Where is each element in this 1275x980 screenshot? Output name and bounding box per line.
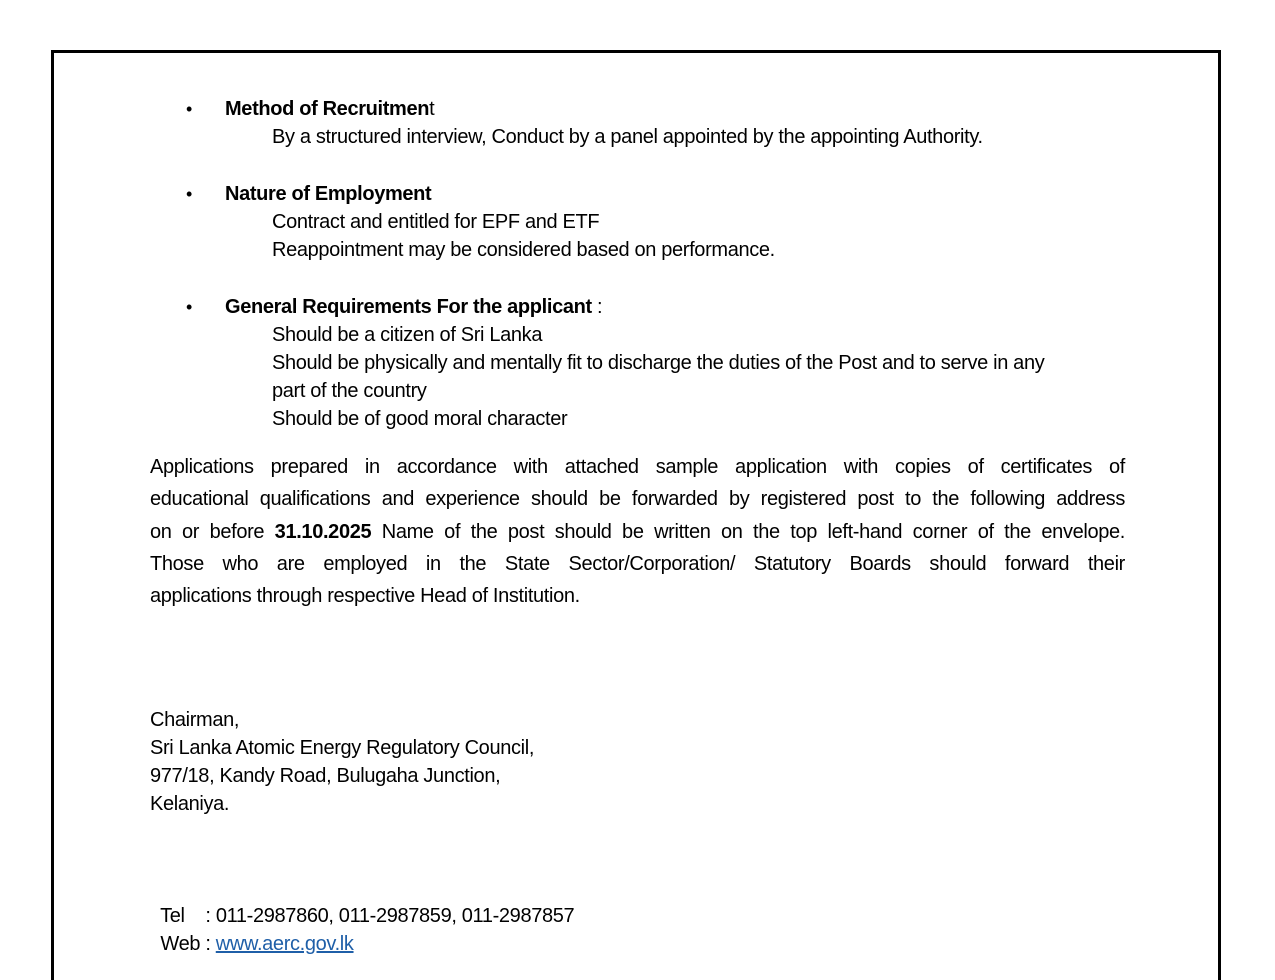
requirement-line: Should be of good moral character (272, 408, 568, 430)
bullet-icon: • (186, 99, 193, 119)
tel-label: Tel : (160, 905, 216, 927)
web-label: Web : (160, 933, 216, 955)
deadline-date: 31.10.2025 (274, 520, 372, 543)
section-heading-nature-of-employment (225, 180, 431, 208)
paragraph-line: Applications prepared in accordance with attached sample application with copies of certificates of (150, 456, 1125, 478)
heading-tail-text: t (429, 98, 435, 120)
requirement-line: Should be physically and mentally fit to discharge the duties of the Post and to serve in any (272, 352, 1045, 374)
heading-bold-text: Method of Recruitmen (225, 98, 430, 120)
address-street: 977/18, Kandy Road, Bulugaha Junction, (150, 765, 501, 787)
bullet-icon: • (186, 184, 193, 204)
address-city: Kelaniya. (150, 793, 230, 815)
heading-bold-text: General Requirements For the applicant (225, 296, 592, 318)
nature-of-employment-line: Reappointment may be considered based on performance. (272, 239, 775, 261)
nature-of-employment-line: Contract and entitled for EPF and ETF (272, 211, 600, 233)
tel-numbers: 011-2987860, 011-2987859, 011-2987857 (215, 905, 575, 927)
bullet-icon: • (186, 297, 193, 317)
paragraph-line (150, 516, 1125, 548)
requirement-line: Should be a citizen of Sri Lanka (272, 324, 543, 346)
section-heading-general-requirements (225, 293, 602, 321)
address-recipient: Chairman, (150, 709, 240, 731)
paragraph-line: educational qualifications and experience should be forwarded by registered post to the following address (150, 488, 1125, 511)
heading-bold-text: Nature of Employment (225, 183, 432, 205)
contact-website (150, 902, 354, 958)
heading-tail-text: : (591, 296, 603, 318)
paragraph-line: applications through respective Head of Institution. (150, 585, 580, 608)
address-organization: Sri Lanka Atomic Energy Regulatory Council, (150, 737, 535, 759)
paragraph-text: on or before (150, 520, 275, 543)
paragraph-text: Name of the post should be written on the top left-hand corner of the envelope. (371, 520, 1125, 543)
website-link[interactable]: www.aerc.gov.lk (215, 933, 354, 955)
section-heading-method-of-recruitment (225, 95, 434, 123)
requirement-line: part of the country (272, 380, 427, 402)
paragraph-line: Those who are employed in the State Sector/Corporation/ Statutory Boards should forward their (150, 552, 1125, 575)
method-of-recruitment-text: By a structured interview, Conduct by a panel appointed by the appointing Authority. (272, 126, 983, 148)
application-instructions-paragraph (150, 451, 1125, 612)
